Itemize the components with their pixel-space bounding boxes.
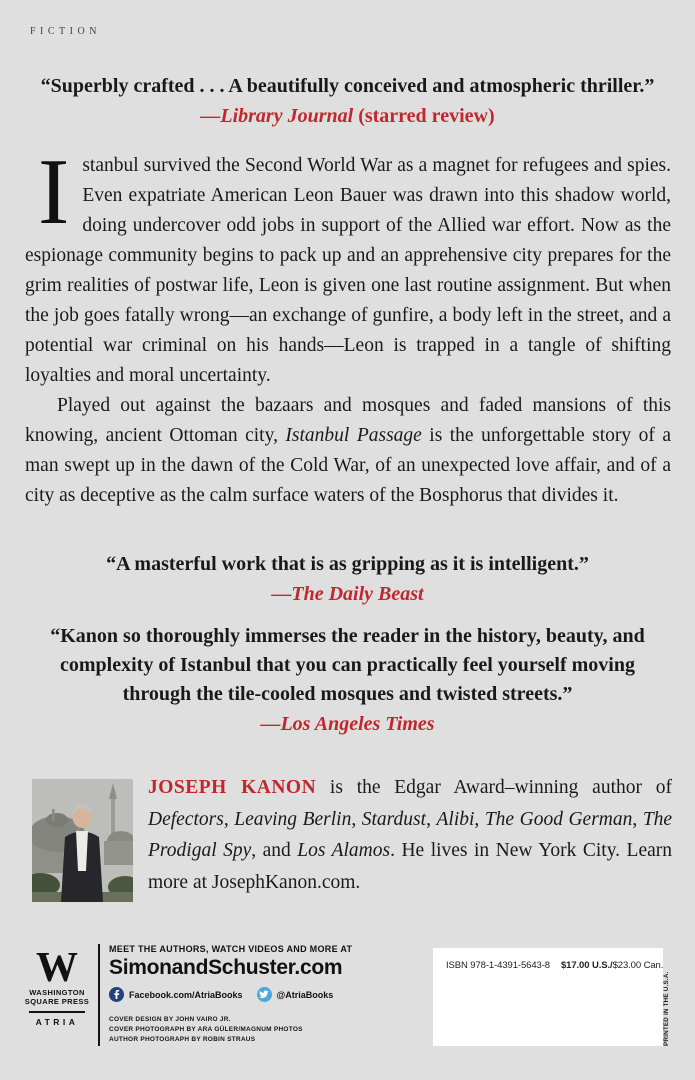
review-quote-bottom: [40, 622, 655, 739]
synopsis: [25, 140, 671, 511]
text-segment: . He lives in New York City. Learn more at JosephKanon.com.: [148, 840, 673, 893]
text-segment: —Library Journal: [200, 105, 354, 127]
quote-attribution: [0, 101, 695, 131]
review-quote-top: [0, 71, 695, 131]
publisher-name: [16, 989, 98, 1006]
isbn-number: ISBN 978-1-4391-5643-8: [446, 960, 550, 971]
text-segment: ,: [632, 808, 643, 830]
publisher-name-line1: WASHINGTON: [29, 988, 85, 997]
category-label: FICTION: [30, 26, 101, 37]
text-segment: ,: [223, 808, 235, 830]
quote-attribution: —The Daily Beast: [271, 583, 424, 605]
drop-cap: I: [38, 140, 70, 244]
quote-text: “Superbly crafted . . . A beautifully conceived and atmospheric thriller.”: [40, 75, 655, 97]
text-segment: Stardust: [361, 808, 427, 830]
printed-in-usa-label: PRINTED IN THE U.S.A.: [663, 971, 670, 1046]
text-segment: ,: [474, 808, 485, 830]
publisher-promo: [109, 944, 429, 1045]
credit-line: COVER PHOTOGRAPH BY ARA GÜLER/MAGNUM PHOTOS: [109, 1026, 303, 1033]
facebook-label: Facebook.com/AtriaBooks: [129, 989, 243, 1000]
text-segment: (starred review): [353, 105, 495, 127]
synopsis-paragraph-1: [25, 140, 671, 391]
synopsis-paragraph-2: [25, 391, 671, 511]
synopsis-text-2b: is the unforgettable story of a man swept up in the dawn of the Cold War, of an unexpected love affair, and of a city as deceptive as the calm surface waters of the Bosphorus that divides it.: [25, 425, 671, 506]
publisher-website: SimonandSchuster.com: [109, 956, 343, 979]
credit-line: COVER DESIGN BY JOHN VAIRO JR.: [109, 1016, 231, 1023]
promo-tagline: MEET THE AUTHORS, WATCH VIDEOS AND MORE AT: [109, 944, 353, 954]
credit-line: AUTHOR PHOTOGRAPH BY ROBIN STRAUS: [109, 1036, 256, 1043]
book-title-inline: Istanbul Passage: [285, 425, 422, 446]
quote-text: “A masterful work that is as gripping as it is intelligent.”: [106, 553, 589, 575]
review-quote-middle: [0, 549, 695, 609]
credits: [109, 1015, 429, 1045]
footer: [0, 938, 695, 1080]
text-segment: , and: [251, 840, 298, 861]
price-us: $17.00 U.S./: [560, 960, 613, 971]
text-segment: Leaving Berlin: [234, 808, 352, 830]
author-photo: [32, 779, 133, 902]
isbn-row: [433, 948, 663, 971]
text-segment: Defectors: [148, 808, 224, 830]
synopsis-text-2a: Played out against the bazaars and mosques and faded mansions of this knowing, ancient Ottoman city,: [25, 395, 671, 446]
text-segment: Los Alamos: [297, 840, 391, 861]
publisher-name-line2: SQUARE PRESS: [24, 996, 90, 1006]
text-segment: The Prodigal Spy: [148, 808, 673, 861]
text-segment: The Good German: [484, 808, 633, 830]
vertical-divider: [98, 944, 100, 1046]
text-segment: JOSEPH KANON: [148, 777, 317, 798]
price-canada: $23.00 Can.: [612, 960, 664, 971]
quote-text: “Kanon so thoroughly immerses the reader in the history, beauty, and complexity of Istanbul that you can practically feel yourself moving through the tile-cooled mosques and twisted streets.”: [50, 625, 645, 705]
synopsis-text-1: stanbul survived the Second World War as a magnet for refugees and spies. Even expatriate American Leon Bauer was drawn into this shadow world, doing undercover odd jobs in support of the Allied war effort. Now as the espionage community begins to pack up and an apprehensive city prepares for the grim realities of postwar life, Leon is given one last routine assignment. But when the job goes fatally wrong—an exchange of gunfire, a body left in the street, and a potential war criminal on his hands—Leon is trapped in a tangle of shifting loyalties and moral uncertainty.: [25, 155, 671, 386]
publisher-logo: [16, 945, 98, 1027]
washington-square-press-logo-icon: W: [36, 945, 78, 991]
text-segment: is the Edgar Award–winning author of: [316, 777, 672, 798]
facebook-icon: [109, 987, 124, 1002]
text-segment: Alibi: [436, 808, 475, 830]
quote-attribution: —Los Angeles Times: [260, 713, 435, 735]
social-row: [109, 987, 429, 1002]
text-segment: ,: [351, 808, 362, 830]
author-bio: [148, 772, 672, 898]
imprint-name: ATRIA: [35, 1017, 79, 1027]
isbn-barcode-box: [433, 948, 663, 1046]
text-segment: ,: [426, 808, 437, 830]
twitter-label: @AtriaBooks: [276, 989, 334, 1000]
logo-divider-rule: [29, 1011, 85, 1013]
twitter-icon: [257, 987, 272, 1002]
